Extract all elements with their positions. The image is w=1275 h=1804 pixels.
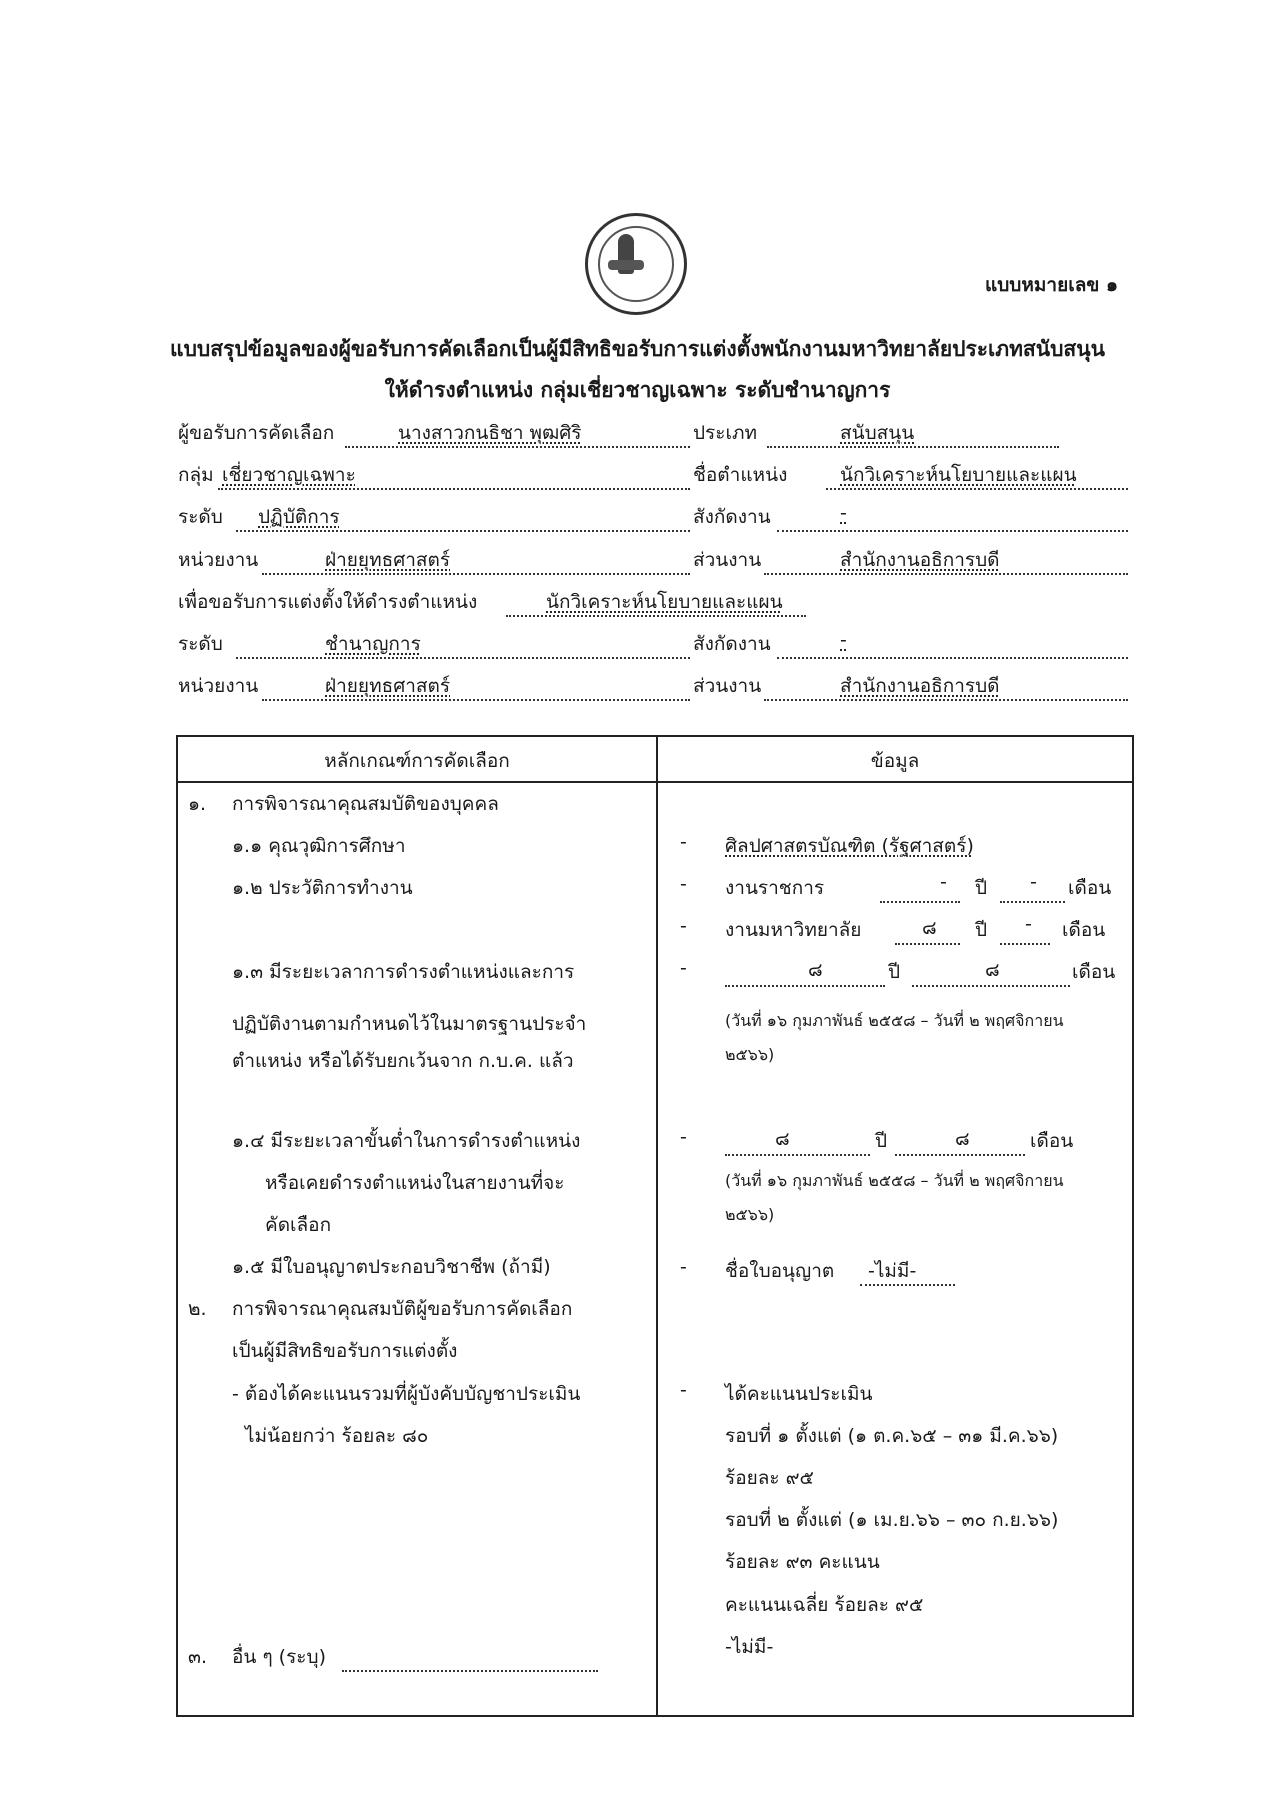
new-unit-label: หน่วยงาน (178, 675, 259, 697)
division-label: ส่วนงาน (693, 549, 762, 571)
criterion-1-4-line2: หรือเคยดำรงตำแหน่งในสายงานที่จะ (265, 1172, 565, 1194)
section3-number: ๓. (188, 1646, 208, 1668)
min-date-note-line2: ๒๕๖๖) (725, 1205, 775, 1224)
new-affiliation-dots (777, 631, 1128, 659)
criterion-1-4-line1: ๑.๔ มีระยะเวลาขั้นต่ำในการดำรงตำแหน่ง (232, 1130, 581, 1152)
dash-1-3: - (680, 957, 687, 979)
dash-1-5: - (680, 1256, 687, 1278)
pos-months: ๘ (985, 959, 1000, 981)
affiliation-dots (777, 504, 1128, 532)
new-affiliation-value: - (840, 629, 847, 651)
pos-months-unit: เดือน (1072, 961, 1116, 983)
unit-label: หน่วยงาน (178, 549, 259, 571)
new-division-value: สำนักงานอธิการบดี (840, 675, 1000, 697)
section1-number: ๑. (188, 793, 207, 815)
form-number: แบบหมายเลข ๑ (985, 274, 1119, 296)
uni-years: ๘ (922, 917, 937, 939)
criterion-1-4-line3: คัดเลือก (265, 1214, 332, 1236)
score-average: คะแนนเฉลี่ย ร้อยละ ๙๕ (725, 1594, 924, 1616)
min-months-unit: เดือน (1030, 1130, 1074, 1152)
type-label: ประเภท (693, 422, 758, 444)
section1-title: การพิจารณาคุณสมบัติของบุคคล (232, 793, 499, 815)
uni-years-unit: ปี (975, 919, 988, 941)
new-division-label: ส่วนงาน (693, 675, 762, 697)
criterion-1-3-line1: ๑.๓ มีระยะเวลาการดำรงตำแหน่งและการ (232, 961, 575, 983)
dash-1-1: - (680, 831, 687, 853)
appoint-label: เพื่อขอรับการแต่งตั้งให้ดำรงตำแหน่ง (178, 591, 478, 613)
affiliation-label: สังกัดงาน (693, 506, 771, 528)
new-affiliation-label: สังกัดงาน (693, 633, 771, 655)
unit-value: ฝ่ายยุทธศาสตร์ (325, 549, 451, 571)
min-years-unit: ปี (875, 1130, 888, 1152)
col-data-header: ข้อมูล (870, 750, 920, 772)
new-level-dots (236, 631, 690, 659)
section2-title-line2: เป็นผู้มีสิทธิขอรับการแต่งตั้ง (232, 1340, 458, 1362)
gov-months: - (1030, 871, 1037, 893)
gov-years-unit: ปี (975, 877, 988, 899)
applicant-value: นางสาวกนธิชา พุฒศิริ (398, 422, 582, 444)
min-years: ๘ (775, 1128, 790, 1150)
gov-years-dots (880, 875, 960, 903)
section2-criterion-line2: ไม่น้อยกว่า ร้อยละ ๘๐ (245, 1425, 429, 1447)
seal-base-icon (608, 260, 644, 270)
min-months: ๘ (955, 1128, 970, 1150)
section2-title-line1: การพิจารณาคุณสมบัติผู้ขอรับการคัดเลือก (232, 1298, 573, 1320)
new-unit-value: ฝ่ายยุทธศาสตร์ (325, 675, 451, 697)
table-column-divider (656, 735, 658, 1717)
group-label: กลุ่ม (178, 464, 214, 486)
col-criteria-header: หลักเกณฑ์การคัดเลือก (324, 750, 510, 772)
new-level-value: ชำนาญการ (325, 633, 421, 655)
type-value: สนับสนุน (840, 422, 915, 444)
uni-months: - (1025, 913, 1032, 935)
license-label: ชื่อใบอนุญาต (725, 1260, 835, 1282)
other-value: -ไม่มี- (725, 1636, 774, 1658)
score-round2-value: ร้อยละ ๙๓ คะแนน (725, 1551, 880, 1573)
criterion-1-3-line3: ตำแหน่ง หรือได้รับยกเว้นจาก ก.บ.ค. แล้ว (232, 1050, 574, 1072)
criterion-1-1: ๑.๑ คุณวุฒิการศึกษา (232, 835, 406, 857)
dash-1-4: - (680, 1126, 687, 1148)
license-value: -ไม่มี- (868, 1260, 917, 1282)
appoint-value: นักวิเคราะห์นโยบายและแผน (546, 591, 783, 613)
min-years-dots (725, 1128, 870, 1156)
section2-criterion-line1: - ต้องได้คะแนนรวมที่ผู้บังคับบัญชาประเมิน (232, 1383, 581, 1405)
division-value: สำนักงานอธิการบดี (840, 549, 1000, 571)
pos-years-dots (725, 959, 885, 987)
gov-months-unit: เดือน (1068, 877, 1112, 899)
level-value: ปฏิบัติการ (258, 506, 340, 528)
uni-months-unit: เดือน (1062, 919, 1106, 941)
criterion-1-2: ๑.๒ ประวัติการทำงาน (232, 877, 413, 899)
affiliation-value: - (840, 502, 847, 524)
dash-1-2b: - (680, 915, 687, 937)
gov-years: - (940, 871, 947, 893)
pos-years-unit: ปี (888, 961, 901, 983)
position-label: ชื่อตำแหน่ง (693, 464, 788, 486)
form-title-line2: ให้ดำรงตำแหน่ง กลุ่มเชี่ยวชาญเฉพาะ ระดับชำนาญการ (384, 378, 891, 402)
table-header-divider (176, 781, 1134, 783)
group-value: เชี่ยวชาญเฉพาะ (222, 464, 356, 486)
degree-value: ศิลปศาสตรบัณฑิต (รัฐศาสตร์) (725, 835, 974, 857)
uni-work-label: งานมหาวิทยาลัย (725, 919, 862, 941)
section2-number: ๒. (188, 1298, 207, 1320)
pos-date-note-line1: (วันที่ ๑๖ กุมภาพันธ์ ๒๕๕๘ – วันที่ ๒ พฤศจิกายน (725, 1011, 1064, 1030)
criterion-1-5: ๑.๕ มีใบอนุญาตประกอบวิชาชีพ (ถ้ามี) (232, 1256, 551, 1278)
dash-2: - (680, 1379, 687, 1401)
new-level-label: ระดับ (178, 633, 223, 655)
pos-date-note-line2: ๒๕๖๖) (725, 1045, 775, 1064)
score-round1: รอบที่ ๑ ตั้งแต่ (๑ ต.ค.๖๕ – ๓๑ มี.ค.๖๖) (725, 1425, 1059, 1447)
applicant-label: ผู้ขอรับการคัดเลือก (178, 422, 335, 444)
score-label: ได้คะแนนประเมิน (725, 1383, 873, 1405)
level-label: ระดับ (178, 506, 223, 528)
gov-work-label: งานราชการ (725, 877, 825, 899)
dash-1-2a: - (680, 873, 687, 895)
pos-years: ๘ (808, 959, 823, 981)
criterion-1-3-line2: ปฏิบัติงานตามกำหนดไว้ในมาตรฐานประจำ (232, 1013, 587, 1035)
section3-title: อื่น ๆ (ระบุ) (232, 1646, 326, 1668)
min-date-note-line1: (วันที่ ๑๖ กุมภาพันธ์ ๒๕๕๘ – วันที่ ๒ พฤศจิกายน (725, 1171, 1064, 1190)
score-round1-value: ร้อยละ ๙๕ (725, 1467, 814, 1489)
score-round2: รอบที่ ๒ ตั้งแต่ (๑ เม.ย.๖๖ – ๓๐ ก.ย.๖๖) (725, 1509, 1059, 1531)
position-value: นักวิเคราะห์นโยบายและแผน (840, 464, 1077, 486)
university-seal (585, 213, 687, 315)
form-title-line1: แบบสรุปข้อมูลของผู้ขอรับการคัดเลือกเป็นผู้มีสิทธิขอรับการแต่งตั้งพนักงานมหาวิทยาลัยประเภทสนับสนุน (170, 337, 1105, 361)
section3-dots (342, 1644, 598, 1672)
